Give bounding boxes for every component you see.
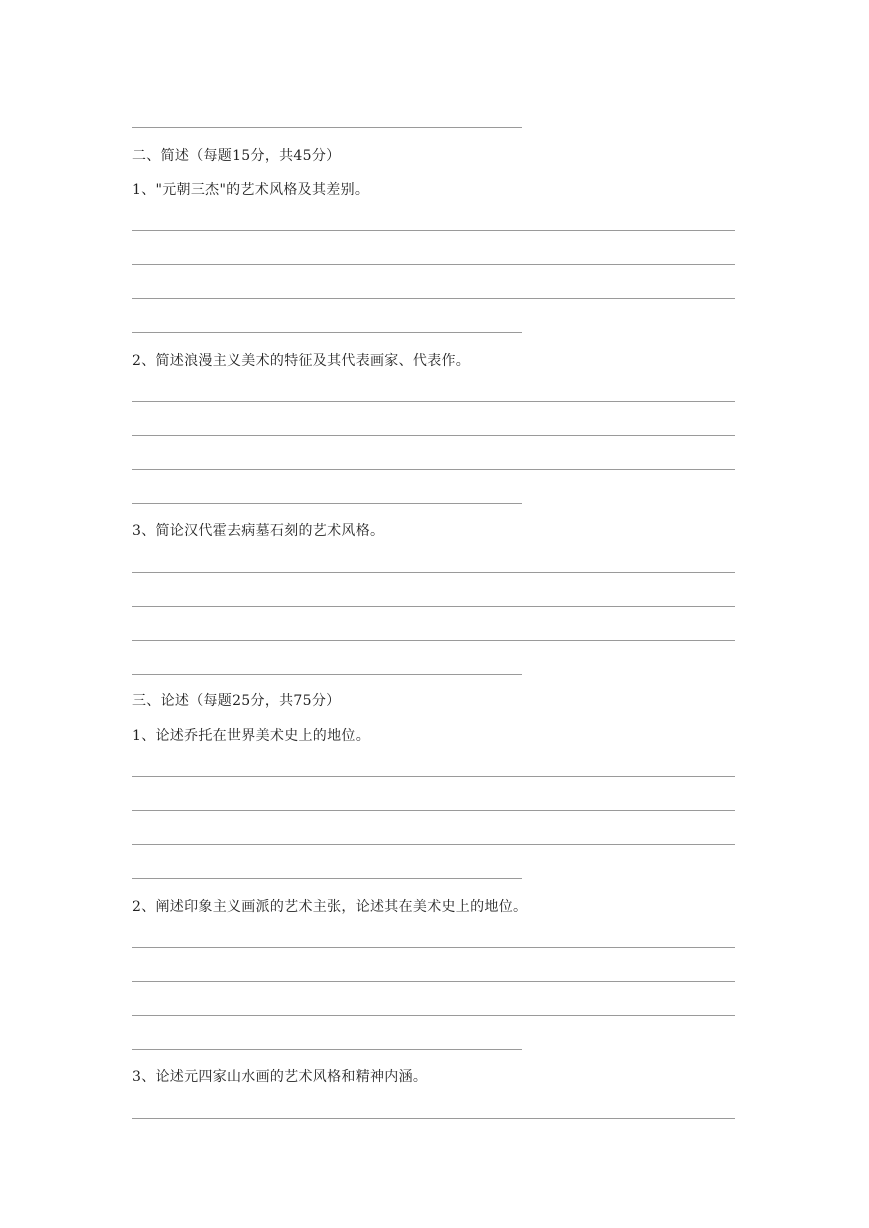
answer-line bbox=[132, 469, 735, 470]
answer-line bbox=[132, 298, 735, 299]
answer-line bbox=[132, 332, 522, 333]
section-title: 二、简述（每题15分，共45分） bbox=[132, 148, 341, 164]
answer-line bbox=[132, 947, 735, 948]
answer-line bbox=[132, 878, 522, 879]
answer-line bbox=[132, 606, 735, 607]
answer-line bbox=[132, 810, 735, 811]
question-text: 2、简述浪漫主义美术的特征及其代表画家、代表作。 bbox=[132, 353, 471, 369]
answer-line bbox=[132, 1015, 735, 1016]
answer-line bbox=[132, 776, 735, 777]
question-text: 1、论述乔托在世界美术史上的地位。 bbox=[132, 728, 371, 744]
answer-line bbox=[132, 230, 735, 231]
answer-line bbox=[132, 264, 735, 265]
question-text: 1、"元朝三杰"的艺术风格及其差别。 bbox=[132, 182, 370, 198]
answer-line bbox=[132, 844, 735, 845]
answer-line bbox=[132, 435, 735, 436]
answer-line bbox=[132, 401, 735, 402]
question-text: 3、论述元四家山水画的艺术风格和精神内涵。 bbox=[132, 1069, 428, 1085]
question-text: 2、阐述印象主义画派的艺术主张，论述其在美术史上的地位。 bbox=[132, 899, 528, 915]
answer-line bbox=[132, 1049, 522, 1050]
answer-line bbox=[132, 127, 522, 128]
section-title: 三、论述（每题25分，共75分） bbox=[132, 693, 341, 709]
answer-line bbox=[132, 503, 522, 504]
answer-line bbox=[132, 572, 735, 573]
question-text: 3、简论汉代霍去病墓石刻的艺术风格。 bbox=[132, 523, 385, 539]
answer-line bbox=[132, 674, 522, 675]
answer-line bbox=[132, 1118, 735, 1119]
answer-line bbox=[132, 981, 735, 982]
answer-line bbox=[132, 640, 735, 641]
